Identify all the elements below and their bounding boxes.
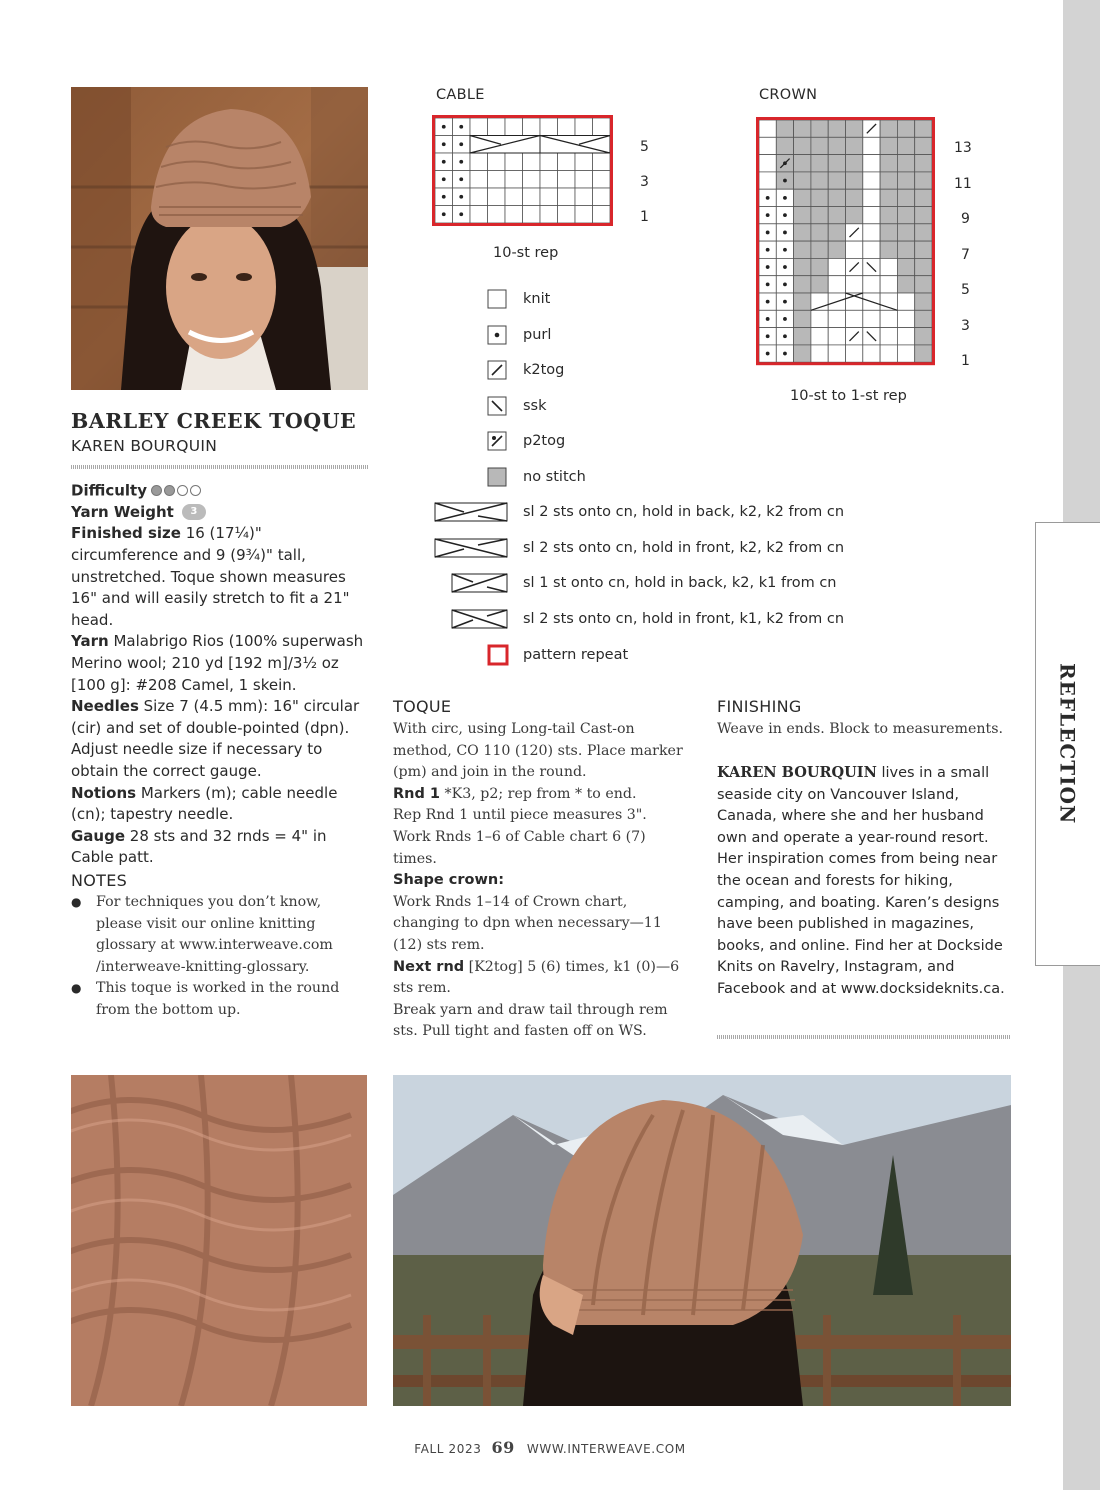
chart-cell [794,137,811,154]
legend-label: sl 2 sts onto cn, hold in front, k1, k2 from cn [523,611,845,627]
legend-item-pattern-repeat [420,640,1020,670]
cable-2-2-rc-icon [434,501,508,523]
legend-label: sl 2 sts onto cn, hold in back, k2, k2 from cn [523,504,845,520]
chart-cell [488,171,506,189]
chart-cell [558,188,576,206]
legend-label: sl 1 st onto cn, hold in back, k2, k1 from cn [523,575,837,591]
chart-cell [880,224,897,241]
gauge-text: 28 sts and 32 rnds = 4" in Cable patt. [71,826,327,867]
chart-cell [897,120,914,137]
notes-heading: NOTES [71,871,128,890]
chart-cell [880,120,897,137]
purl-dot-icon [766,213,770,217]
chart-cell [759,155,776,172]
portrait-photo [71,87,368,390]
chart-cell [880,137,897,154]
chart-cell [505,153,523,171]
chart-cell [828,241,845,258]
chart-cell [523,188,541,206]
chart-cell [880,155,897,172]
knit-symbol-icon [487,289,507,309]
chart-cell [828,155,845,172]
yarn-weight-label: Yarn Weight [71,502,174,521]
chart-cell [846,189,863,206]
chart-cell [846,155,863,172]
chart-cell [470,153,488,171]
chart-cell [575,118,593,136]
chart-cell [540,153,558,171]
crown-chart-label: CROWN [759,87,818,103]
legend-item-knit [420,284,1020,314]
chart-cell [540,118,558,136]
toque-para: Break yarn and draw tail through rem sts. Pull tight and fasten off on WS. [393,1001,668,1040]
rnd1-label: Rnd 1 [393,785,441,802]
finished-size [71,523,371,631]
finishing-text: Weave in ends. Block to measurements. [717,721,1003,737]
chart-cell [915,155,932,172]
purl-dot-icon [766,196,770,200]
chart-cell [811,207,828,224]
yarn-weight-icon: 3 [182,504,206,520]
footer-issue: FALL 2023 [414,1442,482,1456]
chart-cell [505,171,523,189]
specs-block [71,480,371,869]
purl-symbol-icon [487,325,507,345]
chart-cell [897,224,914,241]
chart-cell [828,137,845,154]
toque-para: Work Rnds 1–14 of Crown chart, changing to dpn when necessary—11 (12) sts rem. [393,893,662,953]
purl-dot-icon [459,177,463,181]
yarn-spec [71,631,371,696]
legend-label: no stitch [523,469,586,485]
crown-row-number: 3 [961,318,970,334]
needles-text: Size 7 (4.5 mm): 16" circular (cir) and set of double-pointed (dpn). Adjust needle size if necessary to obtain the correct gauge. [71,697,360,781]
note-item: ● This toque is worked in the round from the bottom up. [71,978,356,1021]
purl-dot-icon [459,212,463,216]
yarn-weight-line [71,502,371,524]
crown-row-number: 11 [954,176,972,192]
chart-cell [470,171,488,189]
needles-spec [71,696,371,782]
chart-cell [863,137,880,154]
purl-dot-icon [783,213,787,217]
chart-cell [863,189,880,206]
chart-cell [575,171,593,189]
needles-label: Needles [71,697,139,716]
purl-dot-icon [442,212,446,216]
chart-cell [593,188,611,206]
chart-cell [470,206,488,224]
legend-item-cable-2-1-rc [420,568,1060,598]
chart-cell [897,189,914,206]
gauge-spec [71,826,371,869]
article-title: BARLEY CREEK TOQUE [71,409,357,433]
cable-row-number: 1 [640,209,649,225]
chart-cell [811,172,828,189]
chart-cell [880,241,897,258]
chart-cell [828,120,845,137]
chart-cell [523,118,541,136]
chart-cell [759,137,776,154]
legend-label: ssk [523,398,547,414]
author-bio [717,762,1015,1001]
chart-cell [880,258,897,275]
cable-chart-label: CABLE [436,87,485,103]
crown-row-number: 9 [961,211,970,227]
next-rnd-text: [K2tog] 5 (6) times, k1 (0)—6 sts rem. [393,958,680,997]
purl-dot-icon [766,248,770,252]
section-tab-label: REFLECTION [1055,663,1080,825]
difficulty-dot-icon [151,485,162,496]
chart-cell [593,118,611,136]
chart-cell [880,172,897,189]
difficulty-dot-icon [190,485,201,496]
toque-next-rnd [393,957,685,1000]
chart-cell [488,188,506,206]
chart-cell [488,206,506,224]
chart-cell [828,189,845,206]
purl-dot-icon [783,248,787,252]
legend-label: pattern repeat [523,647,629,663]
chart-cell [915,207,932,224]
legend-item-p2tog [420,426,1020,456]
chart-cell [897,258,914,275]
no-stitch-symbol-icon [487,467,507,487]
chart-cell [828,172,845,189]
bio-text: lives in a small seaside city on Vancouver Island, Canada, where she and her husband own and operate a year-round resort. Her inspiration comes from being near the ocean and forests for hiking, camping, and boating. Karen’s designs have been published in magazines, books, and online. Find her at Dockside Knits on Ravelry, Instagram, and Facebook and at www.docksideknits.ca. [717,765,1005,997]
chart-cell [593,171,611,189]
legend-label: knit [523,291,551,307]
purl-dot-icon [766,265,770,269]
crown-row-number: 1 [961,353,970,369]
chart-cell [915,224,932,241]
chart-cell [794,207,811,224]
chart-cell [915,120,932,137]
purl-dot-icon [442,177,446,181]
chart-cell [897,137,914,154]
legend-label: p2tog [523,433,566,449]
purl-dot-icon [442,160,446,164]
chart-cell [558,118,576,136]
chart-cell [811,137,828,154]
k2tog-symbol-icon [487,360,507,380]
chart-cell [794,241,811,258]
chart-cell [897,172,914,189]
chart-cell [811,224,828,241]
notes-list [71,892,356,1022]
chart-cell [880,189,897,206]
back-view-photo [393,1075,1011,1406]
difficulty-dot-icon [177,485,188,496]
chart-cell [897,241,914,258]
chart-cell [540,188,558,206]
purl-dot-icon [459,142,463,146]
purl-dot-icon [442,125,446,129]
purl-dot-icon [783,231,787,235]
toque-para: With circ, using Long-tail Cast-on method, CO 110 (120) sts. Place marker (pm) and join in the round. [393,721,683,781]
chart-cell [846,241,863,258]
chart-cell [488,153,506,171]
purl-dot-icon [459,195,463,199]
cable-1-2-lc-icon [451,608,508,630]
notions-spec [71,783,371,826]
yarn-label: Yarn [71,632,109,651]
legend-item-purl [420,320,1020,350]
chart-cell [863,241,880,258]
difficulty-label: Difficulty [71,481,147,500]
chart-cell [575,188,593,206]
chart-cell [759,172,776,189]
p2tog-symbol-icon [487,431,507,451]
chart-cell [811,120,828,137]
legend-item-k2tog [420,355,1020,385]
chart-cell [794,120,811,137]
chart-cell [794,189,811,206]
notions-label: Notions [71,783,137,802]
chart-cell [593,206,611,224]
crown-row-number: 7 [961,247,970,263]
chart-cell [846,137,863,154]
purl-dot-icon [459,125,463,129]
legend-label: k2tog [523,362,565,378]
crown-row-number: 5 [961,282,970,298]
cable-2-1-rc-icon [451,572,508,594]
legend-item-cable-1-2-lc [420,604,1060,634]
chart-cell [794,258,811,275]
chart-cell [846,207,863,224]
chart-cell [828,258,845,275]
chart-cell [915,189,932,206]
purl-dot-icon [442,142,446,146]
purl-dot-icon [766,231,770,235]
footer-site: WWW.INTERWEAVE.COM [526,1442,686,1456]
chart-cell [811,241,828,258]
chart-cell [558,171,576,189]
cable-detail-photo [71,1075,367,1406]
chart-cell [794,172,811,189]
chart-cell [558,206,576,224]
difficulty-line [71,480,371,502]
cable-row-number: 3 [640,174,649,190]
chart-cell [575,153,593,171]
chart-cell [540,206,558,224]
chart-cell [523,171,541,189]
chart-cell [811,258,828,275]
crown-row-number: 13 [954,140,972,156]
chart-cell [540,171,558,189]
finished-size-label: Finished size [71,524,181,543]
chart-cell [880,207,897,224]
chart-cell [794,224,811,241]
purl-dot-icon [459,160,463,164]
chart-cell [523,206,541,224]
chart-cell [505,118,523,136]
finishing-heading: FINISHING [717,697,802,716]
chart-cell [897,155,914,172]
cable-row-number: 5 [640,139,649,155]
bio-name: KAREN BOURQUIN [717,764,877,781]
chart-cell [505,206,523,224]
purl-dot-icon [783,196,787,200]
chart-cell [863,172,880,189]
chart-cell [828,207,845,224]
next-rnd-label: Next rnd [393,958,465,975]
chart-cell [811,155,828,172]
rnd1-text: *K3, p2; rep from * to end. [440,785,637,802]
chart-cell [523,153,541,171]
chart-cell [776,137,793,154]
chart-cell [470,118,488,136]
chart-cell [863,207,880,224]
chart-cell [863,224,880,241]
chart-cell [575,206,593,224]
chart-cell [759,120,776,137]
legend-item-cable-2-2-lc [420,533,1060,563]
legend-label: sl 2 sts onto cn, hold in front, k2, k2 from cn [523,540,845,556]
difficulty-rating [151,480,203,502]
toque-para: Work Rnds 1–6 of Cable chart 6 (7) times. [393,828,646,867]
shape-crown-label: Shape crown: [393,872,505,889]
chart-cell [505,188,523,206]
cable-chart-caption: 10-st rep [493,245,559,261]
chart-cell [593,153,611,171]
chart-cell [863,155,880,172]
chart-cell [915,137,932,154]
notions-text: Markers (m); cable needle (cn); tapestry needle. [71,783,338,824]
legend-label: purl [523,327,552,343]
purl-dot-icon [783,265,787,269]
chart-cell [488,118,506,136]
legend-item-no-stitch [420,462,1020,492]
toque-rnd1 [393,784,685,806]
divider-rule [71,465,368,469]
chart-cell [470,188,488,206]
chart-cell [915,241,932,258]
article-author: KAREN BOURQUIN [71,437,218,455]
pattern-repeat-icon [487,644,509,666]
cable-2-2-lc-icon [434,537,508,559]
chart-cell [828,224,845,241]
note-item: ● For techniques you don’t know, please visit our online knitting glossary at www.interweave.com /interweave-knitting-glossary. [71,892,356,978]
page-number: 69 [491,1438,515,1457]
chart-cell [897,207,914,224]
toque-heading: TOQUE [393,697,452,716]
legend-item-cable-2-2-rc [420,497,1060,527]
chart-cell [558,153,576,171]
yarn-text: Malabrigo Rios (100% superwash Merino wool; 210 yd [192 m]/3½ oz [100 g]: #208 Camel, 1 skein. [71,632,364,694]
divider-rule [717,1035,1010,1039]
chart-cell [776,120,793,137]
purl-dot-icon [783,179,787,183]
legend-item-ssk [420,391,1020,421]
page-footer [0,1438,1100,1457]
crown-chart-caption: 10-st to 1-st rep [790,388,907,404]
chart-cell [915,172,932,189]
toque-para: Rep Rnd 1 until piece measures 3". [393,807,647,824]
ssk-symbol-icon [487,396,507,416]
cable-chart [432,115,616,231]
chart-cell [915,258,932,275]
finished-size-text: 16 (17¼)" circumference and 9 (9¾)" tall, unstretched. Toque shown measures 16" and will easily stretch to fit a 21" head. [71,524,350,629]
difficulty-dot-icon [164,485,175,496]
chart-cell [811,189,828,206]
chart-cell [794,155,811,172]
purl-dot-icon [442,195,446,199]
chart-cell [846,172,863,189]
gauge-label: Gauge [71,826,126,845]
chart-cell [846,120,863,137]
toque-instructions [393,719,685,1043]
